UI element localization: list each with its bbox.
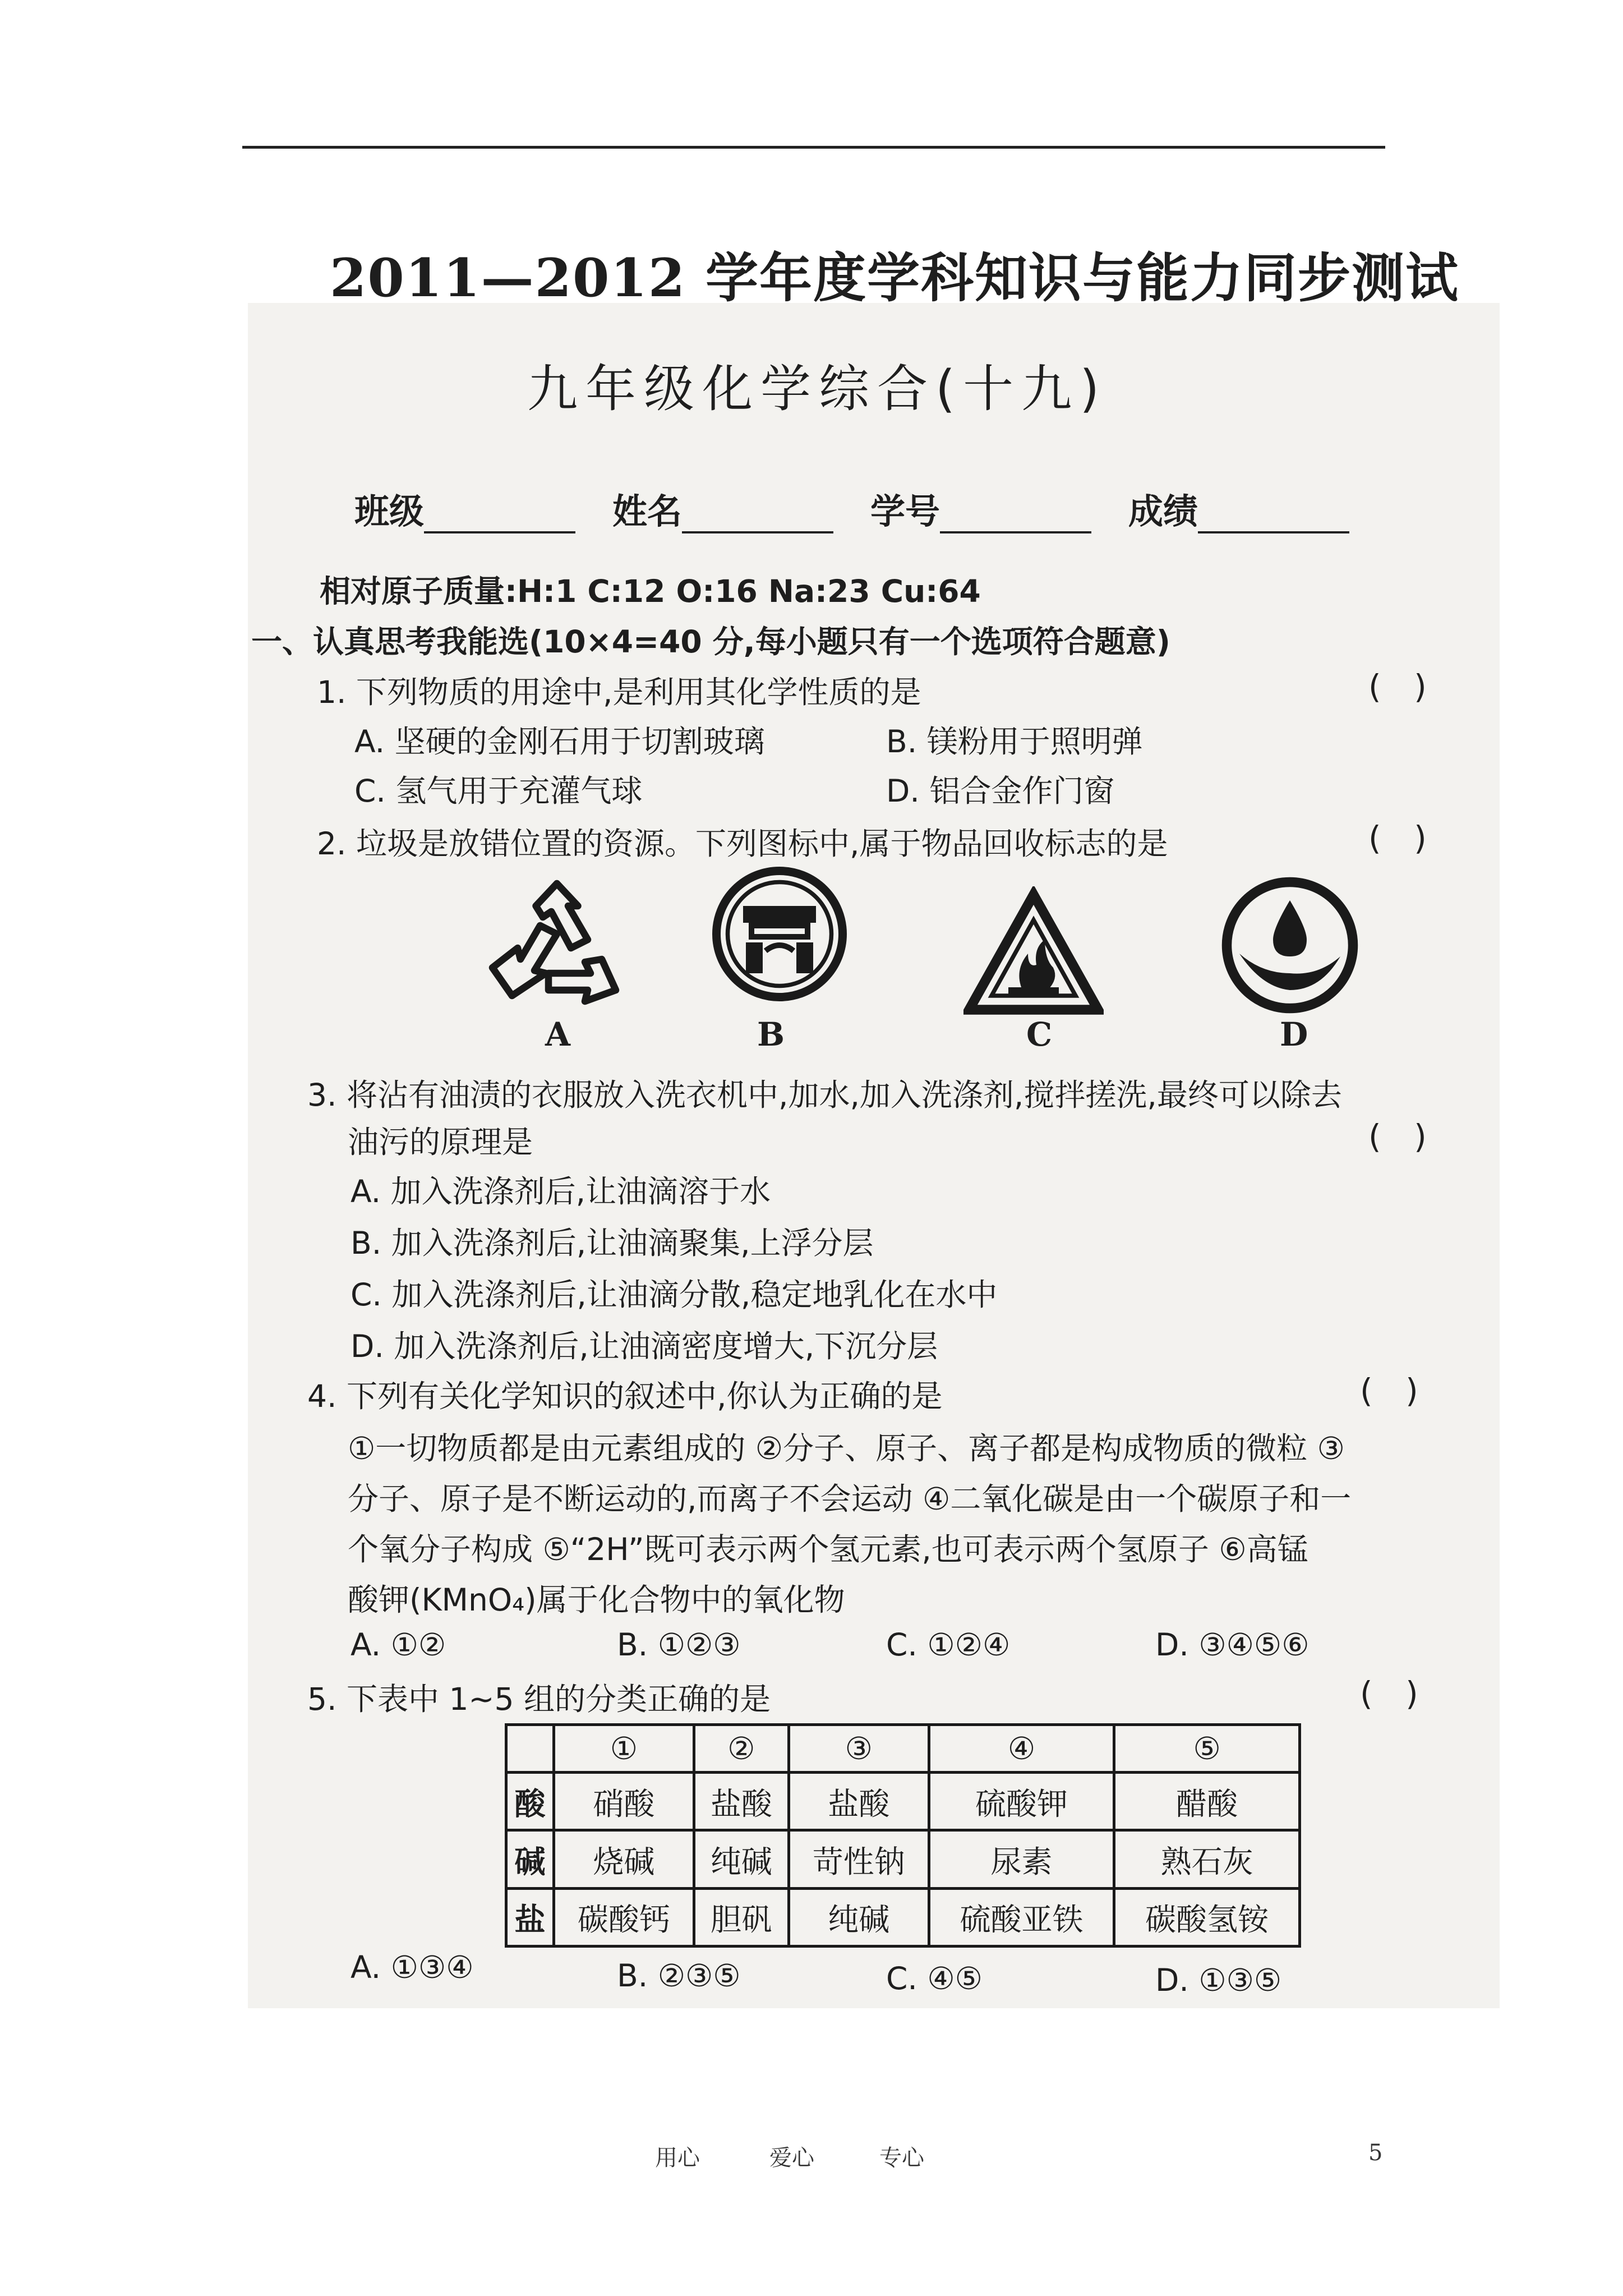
class-blank[interactable] <box>424 498 575 533</box>
page-title: 2011—2012 学年度学科知识与能力同步测试 <box>330 247 1459 309</box>
classification-table <box>505 1723 1301 1948</box>
table-cell: 纯碱 <box>789 1888 929 1946</box>
table-cell: 醋酸 <box>1114 1772 1300 1830</box>
water-drop-icon <box>1220 875 1360 1015</box>
section-heading: 一、认真思考我能选(10×4=40 分,每小题只有一个选项符合题意) <box>251 624 1170 660</box>
table-header-cell: ② <box>694 1725 789 1773</box>
q3-option-b: B. 加入洗涤剂后,让油滴聚集,上浮分层 <box>351 1225 874 1261</box>
number-label: 学号 <box>870 491 940 532</box>
table-header-row <box>506 1725 1300 1773</box>
score-blank[interactable] <box>1198 498 1349 533</box>
footer-motto-2: 爱心 <box>769 2145 814 2171</box>
q4-option-d: D. ③④⑤⑥ <box>1155 1627 1310 1663</box>
table-header-cell: ① <box>554 1725 694 1773</box>
q4-option-a: A. ①② <box>351 1627 446 1663</box>
q3-option-c: C. 加入洗涤剂后,让油滴分散,稳定地乳化在水中 <box>351 1277 998 1313</box>
q1-option-c: C. 氢气用于充灌气球 <box>354 773 643 809</box>
q4-statements-line2: 分子、原子是不断运动的,而离子不会运动 ④二氧化碳是由一个碳原子和一 <box>348 1481 1352 1517</box>
flammable-warning-icon <box>963 886 1104 1027</box>
q3-stem-line1: 3. 将沾有油渍的衣服放入洗衣机中,加水,加入洗涤剂,搅拌搓洗,最终可以除去 <box>307 1077 1342 1113</box>
q5-option-b: B. ②③⑤ <box>617 1958 741 1994</box>
q2-label-a: A <box>545 1015 571 1053</box>
table-cell: 盐酸 <box>694 1772 789 1830</box>
q3-option-a: A. 加入洗涤剂后,让油滴溶于水 <box>351 1174 771 1209</box>
table-row-header: 碱 <box>506 1830 554 1888</box>
table-cell: 硝酸 <box>554 1772 694 1830</box>
q5-stem: 5. 下表中 1~5 组的分类正确的是 <box>307 1681 771 1717</box>
table-cell: 硫酸钾 <box>929 1772 1114 1830</box>
q2-label-b: B <box>757 1015 785 1053</box>
table-row <box>506 1888 1300 1946</box>
name-label: 姓名 <box>612 491 683 532</box>
footer-motto-3: 专心 <box>879 2145 924 2171</box>
q3-option-d: D. 加入洗涤剂后,让油滴密度增大,下沉分层 <box>351 1328 938 1364</box>
q5-option-a: A. ①③④ <box>351 1949 474 1985</box>
footer-motto-1: 用心 <box>655 2145 700 2171</box>
table-header-cell: ③ <box>789 1725 929 1773</box>
q2-stem: 2. 垃圾是放错位置的资源。下列图标中,属于物品回收标志的是 <box>317 826 1168 862</box>
page-number: 5 <box>1368 2140 1383 2166</box>
table-cell: 纯碱 <box>694 1830 789 1888</box>
q2-label-d: D <box>1280 1015 1308 1053</box>
table-cell: 碳酸钙 <box>554 1888 694 1946</box>
q1-answer-paren[interactable]: ( ) <box>1368 668 1427 706</box>
q1-option-d: D. 铝合金作门窗 <box>886 773 1115 809</box>
table-cell: 烧碱 <box>554 1830 694 1888</box>
q5-option-c: C. ④⑤ <box>886 1961 983 1996</box>
table-cell: 胆矾 <box>694 1888 789 1946</box>
q4-answer-paren[interactable]: ( ) <box>1360 1372 1418 1410</box>
q5-answer-paren[interactable]: ( ) <box>1360 1674 1418 1713</box>
table-row <box>506 1772 1300 1830</box>
student-info-fields <box>354 484 1386 533</box>
table-header-cell <box>506 1725 554 1773</box>
q1-option-a: A. 坚硬的金刚石用于切割玻璃 <box>354 724 765 760</box>
score-label: 成绩 <box>1128 491 1198 532</box>
page-subtitle: 九年级化学综合(十九) <box>527 360 1108 418</box>
table-cell: 熟石灰 <box>1114 1830 1300 1888</box>
table-header-cell: ④ <box>929 1725 1114 1773</box>
q1-stem: 1. 下列物质的用途中,是利用其化学性质的是 <box>317 674 921 710</box>
q4-statements-line1: ①一切物质都是由元素组成的 ②分子、原子、离子都是构成物质的微粒 ③ <box>348 1430 1345 1466</box>
table-cell: 碳酸氢铵 <box>1114 1888 1300 1946</box>
atomic-masses: 相对原子质量:H:1 C:12 O:16 Na:23 Cu:64 <box>320 573 981 609</box>
table-cell: 硫酸亚铁 <box>929 1888 1114 1946</box>
number-blank[interactable] <box>940 498 1091 533</box>
table-row <box>506 1830 1300 1888</box>
q4-option-c: C. ①②④ <box>886 1627 1011 1663</box>
table-row-header: 酸 <box>506 1772 554 1830</box>
header-rule <box>242 146 1385 149</box>
table-header-cell: ⑤ <box>1114 1725 1300 1773</box>
table-row-header: 盐 <box>506 1888 554 1946</box>
class-label: 班级 <box>354 491 425 532</box>
q1-option-b: B. 镁粉用于照明弹 <box>886 724 1143 760</box>
q4-statements-line4: 酸钾(KMnO₄)属于化合物中的氧化物 <box>348 1582 845 1618</box>
q4-stem: 4. 下列有关化学知识的叙述中,你认为正确的是 <box>307 1378 943 1414</box>
building-seal-icon <box>709 864 850 1004</box>
recycle-icon <box>487 875 627 1015</box>
q2-answer-paren[interactable]: ( ) <box>1368 819 1427 857</box>
name-blank[interactable] <box>682 498 833 533</box>
table-cell: 苛性钠 <box>789 1830 929 1888</box>
table-cell: 盐酸 <box>789 1772 929 1830</box>
q4-option-b: B. ①②③ <box>617 1627 741 1663</box>
q3-answer-paren[interactable]: ( ) <box>1368 1117 1427 1156</box>
q3-stem-line2: 油污的原理是 <box>348 1124 533 1160</box>
q4-statements-line3: 个氧分子构成 ⑤“2H”既可表示两个氢元素,也可表示两个氢原子 ⑥高锰 <box>348 1531 1308 1567</box>
q5-option-d: D. ①③⑤ <box>1155 1962 1282 1998</box>
table-cell: 尿素 <box>929 1830 1114 1888</box>
q2-label-c: C <box>1026 1015 1053 1053</box>
